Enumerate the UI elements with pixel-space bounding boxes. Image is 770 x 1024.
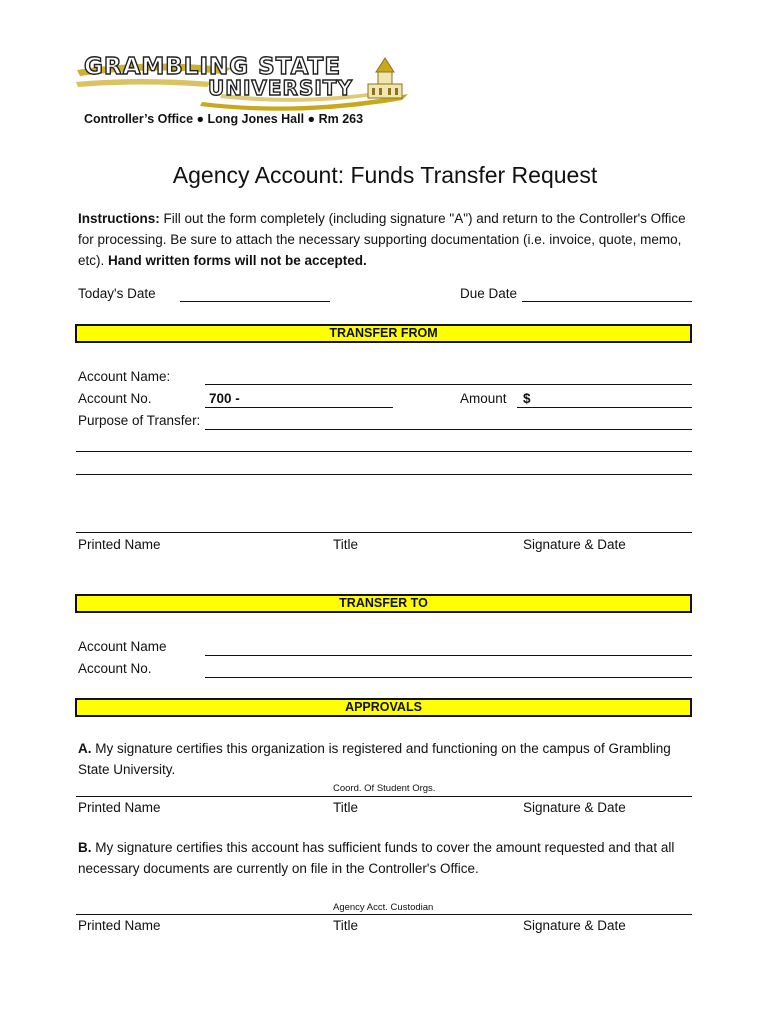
approval-a-signature-date-label: Signature & Date — [523, 800, 626, 815]
to-account-name-field[interactable] — [205, 655, 692, 656]
purpose-field-line-2[interactable] — [76, 451, 692, 452]
transfer-to-heading: TRANSFER TO — [75, 594, 692, 613]
approval-b-signature-date-label: Signature & Date — [523, 918, 626, 933]
purpose-field-line-3[interactable] — [76, 474, 692, 475]
from-account-no-label: Account No. — [78, 391, 152, 406]
purpose-label: Purpose of Transfer: — [78, 413, 201, 428]
approval-a-signature-line[interactable] — [76, 796, 692, 797]
approvals-heading: APPROVALS — [75, 698, 692, 717]
approval-a-role: Coord. Of Student Orgs. — [333, 783, 436, 794]
from-account-no-prefix: 700 - — [209, 391, 240, 406]
approval-a-text: My signature certifies this organization is registered and functioning on the campus of Grambling State University. — [78, 741, 671, 777]
page-title: Agency Account: Funds Transfer Request — [172, 162, 598, 188]
instructions-bold-note: Hand written forms will not be accepted. — [108, 253, 367, 268]
from-account-name-label: Account Name: — [78, 369, 171, 384]
logo-line2: UNIVERSITY — [208, 76, 353, 100]
instructions-paragraph — [78, 208, 690, 271]
approval-b-statement — [78, 837, 692, 879]
amount-field[interactable] — [517, 407, 692, 408]
purpose-field-line-1[interactable] — [205, 429, 692, 430]
approval-a-title-label: Title — [333, 800, 359, 815]
approval-a-label: A. — [78, 741, 92, 756]
todays-date-label: Today's Date — [78, 286, 156, 301]
due-date-label: Due Date — [460, 286, 518, 301]
to-account-no-label: Account No. — [78, 661, 152, 676]
transfer-from-heading: TRANSFER FROM — [75, 324, 692, 343]
from-signature-date-label: Signature & Date — [523, 537, 626, 552]
approval-b-label: B. — [78, 840, 92, 855]
amount-label: Amount — [460, 391, 507, 406]
due-date-field[interactable] — [522, 301, 692, 302]
approval-a-printed-name-label: Printed Name — [78, 800, 161, 815]
approval-b-role: Agency Acct. Custodian — [333, 902, 434, 913]
instructions-label: Instructions: — [78, 211, 160, 226]
from-printed-name-label: Printed Name — [78, 537, 161, 552]
instructions-body: Fill out the form completely (including signature "A") and return to the Controller's Office for processing. Be sure to attach the necessary supporting documentation (i.e. invoice, quote, memo, etc). — [78, 211, 686, 268]
to-account-no-field[interactable] — [205, 677, 692, 678]
approval-a-statement — [78, 738, 678, 780]
office-address: Controller’s Office ● Long Jones Hall ● Rm 263 — [84, 112, 364, 126]
from-signature-line[interactable] — [76, 532, 692, 533]
to-account-name-label: Account Name — [78, 639, 167, 654]
todays-date-field[interactable] — [180, 301, 330, 302]
approval-b-title-label: Title — [333, 918, 359, 933]
from-account-no-field[interactable] — [205, 407, 393, 408]
logo-line1: GRAMBLING STATE — [84, 54, 342, 80]
approval-b-signature-line[interactable] — [76, 914, 692, 915]
approval-b-text: My signature certifies this account has sufficient funds to cover the amount requested and that all necessary documents are currently on file in the Controller's Office. — [78, 840, 675, 876]
from-title-label: Title — [333, 537, 359, 552]
approval-b-printed-name-label: Printed Name — [78, 918, 161, 933]
from-account-name-field[interactable] — [205, 384, 692, 385]
amount-dollar-sign: $ — [523, 391, 531, 406]
